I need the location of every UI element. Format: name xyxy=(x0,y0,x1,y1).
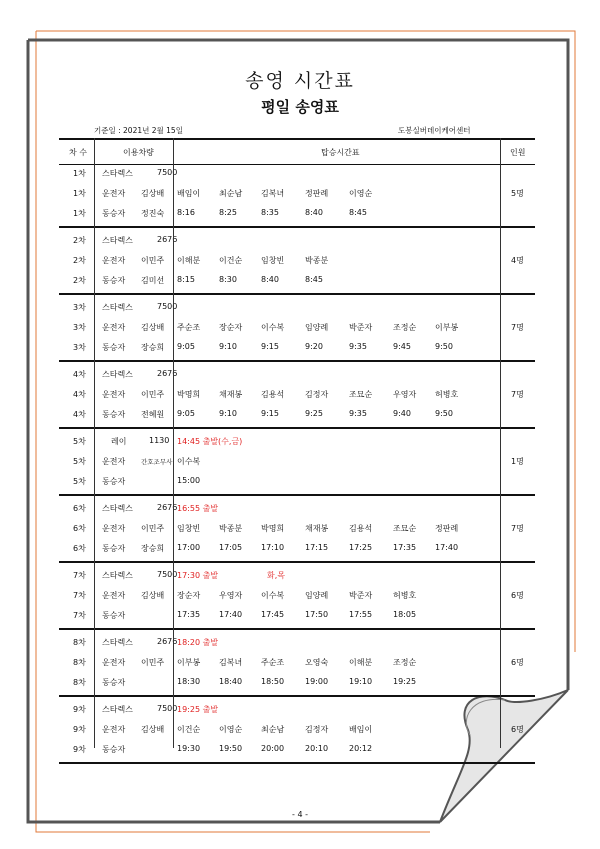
table-row xyxy=(59,606,535,626)
companion-name: 전혜원 xyxy=(141,410,165,419)
passenger-name: 김정자 xyxy=(305,725,329,734)
passenger-count: 6명 xyxy=(511,591,524,600)
order-cell: 6차 xyxy=(73,544,86,553)
passenger-name: 이건순 xyxy=(177,725,201,734)
vehicle-name: 스타렉스 xyxy=(102,169,133,178)
passenger-name: 이부봉 xyxy=(435,323,459,332)
schedule-group xyxy=(59,164,535,228)
table-row xyxy=(59,519,535,539)
passenger-count: 6명 xyxy=(511,658,524,667)
passenger-name: 임창빈 xyxy=(177,524,201,533)
driver-name: 이민주 xyxy=(141,524,165,533)
pickup-time: 18:05 xyxy=(393,610,417,619)
table-row xyxy=(59,539,535,559)
passenger-name: 박종분 xyxy=(305,256,329,265)
base-date: 기준일 : 2021년 2월 15일 xyxy=(94,126,183,135)
vehicle-name: 스타렉스 xyxy=(102,236,133,245)
pickup-time: 19:10 xyxy=(349,677,373,686)
passenger-name: 조정순 xyxy=(393,323,417,332)
pickup-time: 9:15 xyxy=(261,409,279,418)
table-row xyxy=(59,251,535,271)
header-order: 차 수 xyxy=(69,148,87,157)
pickup-time: 19:25 xyxy=(393,677,417,686)
driver-label: 운전자 xyxy=(102,725,126,734)
passenger-name: 조정순 xyxy=(393,658,417,667)
vehicle-name: 스타렉스 xyxy=(102,370,133,379)
passenger-name: 주순조 xyxy=(261,658,285,667)
departure-note: 19:25 출발 xyxy=(177,705,219,714)
departure-note: 16:55 출발 xyxy=(177,504,219,513)
companion-label: 동승자 xyxy=(102,611,126,620)
order-cell: 4차 xyxy=(73,410,86,419)
vehicle-number: 1130 xyxy=(149,436,170,445)
order-cell: 6차 xyxy=(73,504,86,513)
passenger-name: 임창빈 xyxy=(261,256,285,265)
pickup-time: 17:00 xyxy=(177,543,201,552)
driver-label: 운전자 xyxy=(102,524,126,533)
table-row xyxy=(59,720,535,740)
driver-label: 운전자 xyxy=(102,323,126,332)
passenger-count: 7명 xyxy=(511,524,524,533)
passenger-name: 최순남 xyxy=(219,189,243,198)
pickup-time: 9:35 xyxy=(349,409,367,418)
pickup-time: 9:10 xyxy=(219,409,237,418)
pickup-time: 18:50 xyxy=(261,677,285,686)
pickup-time: 18:40 xyxy=(219,677,243,686)
order-cell: 5차 xyxy=(73,457,86,466)
companion-label: 동승자 xyxy=(102,544,126,553)
companion-name: 김미선 xyxy=(141,276,165,285)
pickup-time: 8:15 xyxy=(177,275,195,284)
order-cell: 7차 xyxy=(73,571,86,580)
vehicle-name: 스타렉스 xyxy=(102,638,133,647)
passenger-name: 정판례 xyxy=(305,189,329,198)
table-row xyxy=(59,338,535,358)
passenger-name: 이건순 xyxy=(219,256,243,265)
column-divider xyxy=(94,138,95,748)
companion-label: 동승자 xyxy=(102,678,126,687)
pickup-time: 15:00 xyxy=(177,476,201,485)
pickup-time: 9:35 xyxy=(349,342,367,351)
passenger-count: 6명 xyxy=(511,725,524,734)
page-number: - 4 - xyxy=(292,810,308,819)
table-row xyxy=(59,184,535,204)
pickup-time: 9:15 xyxy=(261,342,279,351)
order-cell: 8차 xyxy=(73,638,86,647)
passenger-count: 7명 xyxy=(511,390,524,399)
schedule-group xyxy=(59,231,535,295)
passenger-count: 4명 xyxy=(511,256,524,265)
companion-label: 동승자 xyxy=(102,410,126,419)
passenger-name: 채재봉 xyxy=(219,390,243,399)
table-row xyxy=(59,472,535,492)
companion-label: 동승자 xyxy=(102,477,126,486)
schedule-group xyxy=(59,633,535,697)
pickup-time: 19:30 xyxy=(177,744,201,753)
order-cell: 5차 xyxy=(73,477,86,486)
driver-label: 운전자 xyxy=(102,457,126,466)
schedule-group xyxy=(59,365,535,429)
table-row xyxy=(59,405,535,425)
passenger-name: 이수복 xyxy=(261,591,285,600)
passenger-name: 김용석 xyxy=(349,524,373,533)
table-row xyxy=(59,673,535,693)
table-row xyxy=(59,271,535,291)
vehicle-number: 2676 xyxy=(157,235,178,244)
table-row xyxy=(59,566,535,586)
passenger-name: 채재봉 xyxy=(305,524,329,533)
pickup-time: 17:05 xyxy=(219,543,243,552)
pickup-time: 17:40 xyxy=(435,543,459,552)
table-row xyxy=(59,318,535,338)
passenger-count: 1명 xyxy=(511,457,524,466)
driver-name: 김상배 xyxy=(141,725,165,734)
schedule-group xyxy=(59,499,535,563)
passenger-name: 배임이 xyxy=(349,725,373,734)
table-row xyxy=(59,298,535,318)
passenger-name: 이영순 xyxy=(219,725,243,734)
passenger-name: 박준자 xyxy=(349,323,373,332)
order-cell: 3차 xyxy=(73,323,86,332)
pickup-time: 17:10 xyxy=(261,543,285,552)
passenger-name: 임양례 xyxy=(305,323,329,332)
driver-name: 김상배 xyxy=(141,189,165,198)
vehicle-name: 스타렉스 xyxy=(102,571,133,580)
center-name: 도봉실버데이케어센터 xyxy=(398,126,471,135)
order-cell: 7차 xyxy=(73,611,86,620)
driver-label: 운전자 xyxy=(102,256,126,265)
companion-label: 동승자 xyxy=(102,745,126,754)
driver-label: 운전자 xyxy=(102,189,126,198)
driver-name: 김상배 xyxy=(141,591,165,600)
pickup-time: 9:50 xyxy=(435,409,453,418)
pickup-time: 9:40 xyxy=(393,409,411,418)
table-row xyxy=(59,499,535,519)
vehicle-number: 7500 xyxy=(157,704,178,713)
column-divider xyxy=(173,138,174,748)
table-row xyxy=(59,365,535,385)
pickup-time: 9:05 xyxy=(177,409,195,418)
passenger-name: 박명희 xyxy=(177,390,201,399)
passenger-name: 조묘순 xyxy=(349,390,373,399)
table-row xyxy=(59,740,535,760)
pickup-time: 8:35 xyxy=(261,208,279,217)
pickup-time: 9:05 xyxy=(177,342,195,351)
order-cell: 1차 xyxy=(73,169,86,178)
header-timetable: 탑승시간표 xyxy=(321,148,360,157)
order-cell: 1차 xyxy=(73,209,86,218)
pickup-time: 17:35 xyxy=(177,610,201,619)
passenger-name: 허병호 xyxy=(393,591,417,600)
passenger-name: 김용석 xyxy=(261,390,285,399)
order-cell: 7차 xyxy=(73,591,86,600)
departure-note: 18:20 출발 xyxy=(177,638,219,647)
order-cell: 8차 xyxy=(73,658,86,667)
pickup-time: 8:40 xyxy=(261,275,279,284)
vehicle-number: 7500 xyxy=(157,570,178,579)
vehicle-name: 레이 xyxy=(111,437,127,446)
order-cell: 9차 xyxy=(73,725,86,734)
table-row xyxy=(59,385,535,405)
passenger-name: 박명희 xyxy=(261,524,285,533)
vehicle-number: 7500 xyxy=(157,302,178,311)
pickup-time: 9:25 xyxy=(305,409,323,418)
header-vehicle: 이용차량 xyxy=(123,148,154,157)
vehicle-number: 2676 xyxy=(157,503,178,512)
document-subtitle: 평일 송영표 xyxy=(261,98,339,116)
passenger-name: 최순남 xyxy=(261,725,285,734)
pickup-time: 17:15 xyxy=(305,543,329,552)
driver-name: 이민주 xyxy=(141,256,165,265)
pickup-time: 20:12 xyxy=(349,744,373,753)
order-cell: 5차 xyxy=(73,437,86,446)
table-row xyxy=(59,231,535,251)
passenger-name: 우영자 xyxy=(393,390,417,399)
order-cell: 2차 xyxy=(73,256,86,265)
pickup-time: 8:16 xyxy=(177,208,195,217)
order-cell: 1차 xyxy=(73,189,86,198)
pickup-time: 19:00 xyxy=(305,677,329,686)
column-divider xyxy=(500,138,501,748)
passenger-name: 김복녀 xyxy=(219,658,243,667)
document-title: 송영 시간표 xyxy=(245,70,355,92)
pickup-time: 17:55 xyxy=(349,610,373,619)
companion-label: 동승자 xyxy=(102,343,126,352)
passenger-name: 임양례 xyxy=(305,591,329,600)
vehicle-number: 2676 xyxy=(157,637,178,646)
passenger-name: 김정자 xyxy=(305,390,329,399)
pickup-time: 8:45 xyxy=(305,275,323,284)
driver-name: 이민주 xyxy=(141,390,165,399)
pickup-time: 8:30 xyxy=(219,275,237,284)
driver-name: 간호조무사 xyxy=(141,458,173,466)
passenger-name: 우영자 xyxy=(219,591,243,600)
order-cell: 9차 xyxy=(73,745,86,754)
companion-label: 동승자 xyxy=(102,276,126,285)
departure-note: 14:45 출발(수,금) xyxy=(177,437,243,446)
departure-days: 화,목 xyxy=(267,571,285,580)
passenger-name: 김복녀 xyxy=(261,189,285,198)
departure-note: 17:30 출발 xyxy=(177,571,219,580)
passenger-count: 5명 xyxy=(511,189,524,198)
pickup-time: 19:50 xyxy=(219,744,243,753)
vehicle-number: 7500 xyxy=(157,168,178,177)
passenger-name: 이해분 xyxy=(177,256,201,265)
schedule-group xyxy=(59,432,535,496)
passenger-count: 7명 xyxy=(511,323,524,332)
order-cell: 3차 xyxy=(73,303,86,312)
pickup-time: 9:10 xyxy=(219,342,237,351)
vehicle-name: 스타렉스 xyxy=(102,303,133,312)
table-row xyxy=(59,633,535,653)
order-cell: 4차 xyxy=(73,390,86,399)
order-cell: 6차 xyxy=(73,524,86,533)
passenger-name: 조묘순 xyxy=(393,524,417,533)
pickup-time: 17:45 xyxy=(261,610,285,619)
passenger-name: 이수복 xyxy=(177,457,201,466)
passenger-name: 이해분 xyxy=(349,658,373,667)
passenger-name: 박준자 xyxy=(349,591,373,600)
order-cell: 9차 xyxy=(73,705,86,714)
table-row xyxy=(59,700,535,720)
pickup-time: 17:40 xyxy=(219,610,243,619)
pickup-time: 8:25 xyxy=(219,208,237,217)
passenger-name: 장순자 xyxy=(219,323,243,332)
passenger-name: 장순자 xyxy=(177,591,201,600)
order-cell: 4차 xyxy=(73,370,86,379)
driver-label: 운전자 xyxy=(102,658,126,667)
order-cell: 2차 xyxy=(73,276,86,285)
table-row xyxy=(59,653,535,673)
vehicle-number: 2676 xyxy=(157,369,178,378)
companion-label: 동승자 xyxy=(102,209,126,218)
companion-name: 장승희 xyxy=(141,343,165,352)
pickup-time: 17:25 xyxy=(349,543,373,552)
passenger-name: 이부봉 xyxy=(177,658,201,667)
schedule-group xyxy=(59,566,535,630)
order-cell: 3차 xyxy=(73,343,86,352)
vehicle-name: 스타렉스 xyxy=(102,705,133,714)
table-row xyxy=(59,452,535,472)
passenger-name: 허병호 xyxy=(435,390,459,399)
pickup-time: 8:40 xyxy=(305,208,323,217)
companion-name: 장승희 xyxy=(141,544,165,553)
driver-label: 운전자 xyxy=(102,390,126,399)
vehicle-name: 스타렉스 xyxy=(102,504,133,513)
header-count: 인원 xyxy=(510,148,526,157)
schedule-group xyxy=(59,298,535,362)
table-row xyxy=(59,164,535,184)
driver-name: 김상배 xyxy=(141,323,165,332)
pickup-time: 8:45 xyxy=(349,208,367,217)
order-cell: 8차 xyxy=(73,678,86,687)
companion-name: 정진숙 xyxy=(141,209,165,218)
driver-name: 이민주 xyxy=(141,658,165,667)
passenger-name: 오영숙 xyxy=(305,658,329,667)
schedule-group xyxy=(59,700,535,764)
pickup-time: 20:00 xyxy=(261,744,285,753)
table-header xyxy=(59,138,535,165)
passenger-name: 주순조 xyxy=(177,323,201,332)
passenger-name: 정판례 xyxy=(435,524,459,533)
order-cell: 2차 xyxy=(73,236,86,245)
pickup-time: 9:50 xyxy=(435,342,453,351)
passenger-name: 이영순 xyxy=(349,189,373,198)
pickup-time: 18:30 xyxy=(177,677,201,686)
passenger-name: 박종분 xyxy=(219,524,243,533)
pickup-time: 17:35 xyxy=(393,543,417,552)
table-row xyxy=(59,204,535,224)
driver-label: 운전자 xyxy=(102,591,126,600)
pickup-time: 9:45 xyxy=(393,342,411,351)
passenger-name: 이수복 xyxy=(261,323,285,332)
pickup-time: 9:20 xyxy=(305,342,323,351)
pickup-time: 17:50 xyxy=(305,610,329,619)
pickup-time: 20:10 xyxy=(305,744,329,753)
passenger-name: 배임이 xyxy=(177,189,201,198)
table-row xyxy=(59,432,535,452)
table-row xyxy=(59,586,535,606)
schedule-table xyxy=(59,138,535,754)
